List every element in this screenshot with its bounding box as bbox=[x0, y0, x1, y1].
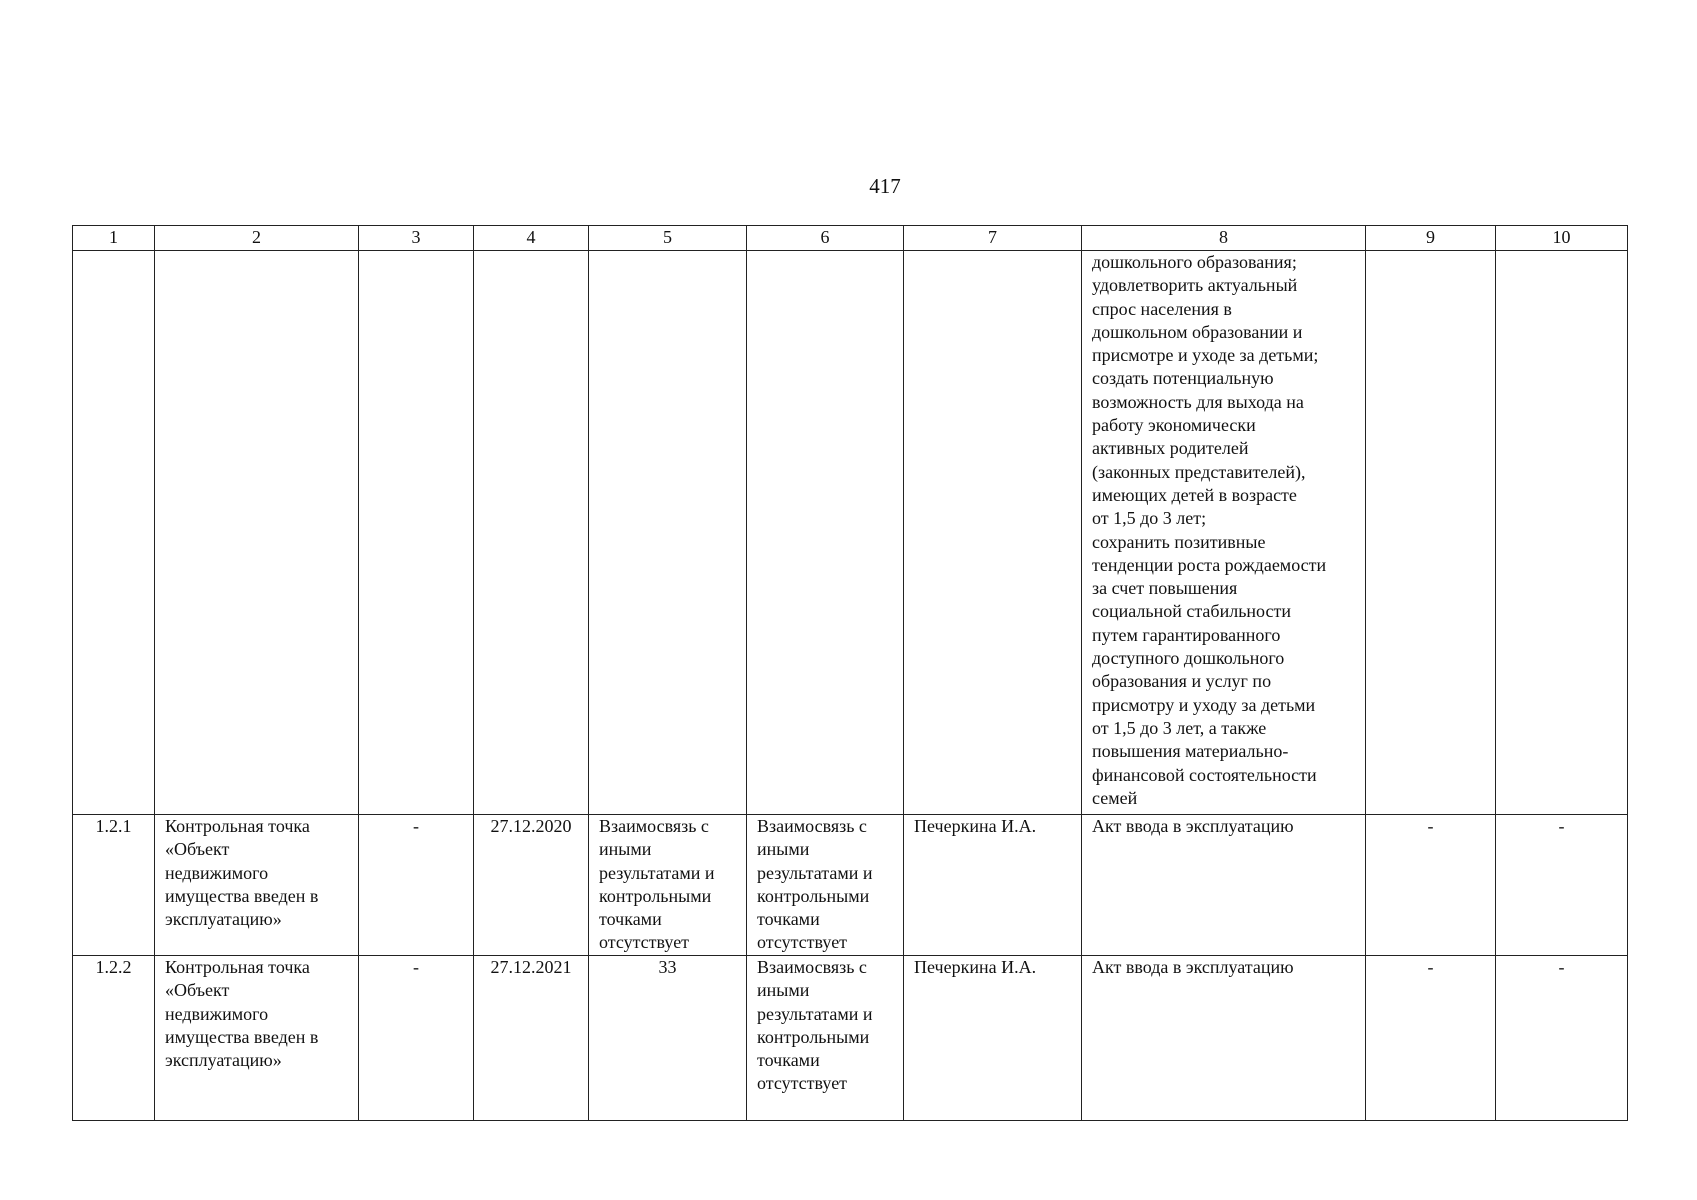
document-cell: Акт ввода в эксплуатацию bbox=[1082, 815, 1366, 956]
responsible-person-cell: Печеркина И.А. bbox=[904, 956, 1082, 1121]
document-cell: Акт ввода в эксплуатацию bbox=[1082, 956, 1366, 1121]
table-cell: - bbox=[1366, 956, 1496, 1121]
column-header: 1 bbox=[73, 226, 155, 251]
column-header: 8 bbox=[1082, 226, 1366, 251]
table-cell bbox=[904, 251, 1082, 815]
table-cell bbox=[747, 251, 904, 815]
column-header: 6 bbox=[747, 226, 904, 251]
column-header: 5 bbox=[589, 226, 747, 251]
table-cell bbox=[155, 251, 359, 815]
row-number-cell: 1.2.1 bbox=[73, 815, 155, 956]
row-number-cell: 1.2.2 bbox=[73, 956, 155, 1121]
table-row bbox=[73, 815, 1628, 956]
date-cell: 27.12.2020 bbox=[474, 815, 589, 956]
column-header: 3 bbox=[359, 226, 474, 251]
column-header: 10 bbox=[1496, 226, 1628, 251]
column-header: 7 bbox=[904, 226, 1082, 251]
table-cell bbox=[589, 251, 747, 815]
relationship-cell: 33 bbox=[589, 956, 747, 1121]
column-header: 4 bbox=[474, 226, 589, 251]
table-cell bbox=[1496, 251, 1628, 815]
column-header: 9 bbox=[1366, 226, 1496, 251]
control-point-name-cell: Контрольная точка «Объект недвижимого имущества введен в эксплуатацию» bbox=[155, 956, 359, 1121]
goal-description-cell: дошкольного образования; удовлетворить актуальный спрос населения в дошкольном образовании и присмотре и уходе за детьми; создать потенциальную возможность для выхода на работу экономически активных родителей (законных представителей), имеющих детей в возрасте от 1,5 до 3 лет; сохранить позитивные тенденции роста рождаемости за счет повышения социальной стабильности путем гарантированного доступного дошкольного образования и услуг по присмотру и уходу за детьми от 1,5 до 3 лет, а также повышения материально- финансовой состоятельности семей bbox=[1082, 251, 1366, 815]
table-row-continuation bbox=[73, 251, 1628, 815]
page-number: 417 bbox=[869, 174, 901, 198]
table-cell: - bbox=[1496, 956, 1628, 1121]
table-cell bbox=[474, 251, 589, 815]
relationship-cell: Взаимосвязь с иными результатами и контрольными точками отсутствует bbox=[589, 815, 747, 956]
table-row bbox=[73, 956, 1628, 1121]
document-table bbox=[72, 225, 1628, 1121]
date-cell: 27.12.2021 bbox=[474, 956, 589, 1121]
relationship-cell: Взаимосвязь с иными результатами и контрольными точками отсутствует bbox=[747, 956, 904, 1121]
responsible-person-cell: Печеркина И.А. bbox=[904, 815, 1082, 956]
table-cell: - bbox=[359, 956, 474, 1121]
table-cell bbox=[73, 251, 155, 815]
relationship-cell: Взаимосвязь с иными результатами и контрольными точками отсутствует bbox=[747, 815, 904, 956]
table-cell: - bbox=[1496, 815, 1628, 956]
table-cell bbox=[1366, 251, 1496, 815]
control-point-name-cell: Контрольная точка «Объект недвижимого имущества введен в эксплуатацию» bbox=[155, 815, 359, 956]
table-cell bbox=[359, 251, 474, 815]
table-cell: - bbox=[359, 815, 474, 956]
table-cell: - bbox=[1366, 815, 1496, 956]
table-header-row bbox=[73, 226, 1628, 251]
column-header: 2 bbox=[155, 226, 359, 251]
